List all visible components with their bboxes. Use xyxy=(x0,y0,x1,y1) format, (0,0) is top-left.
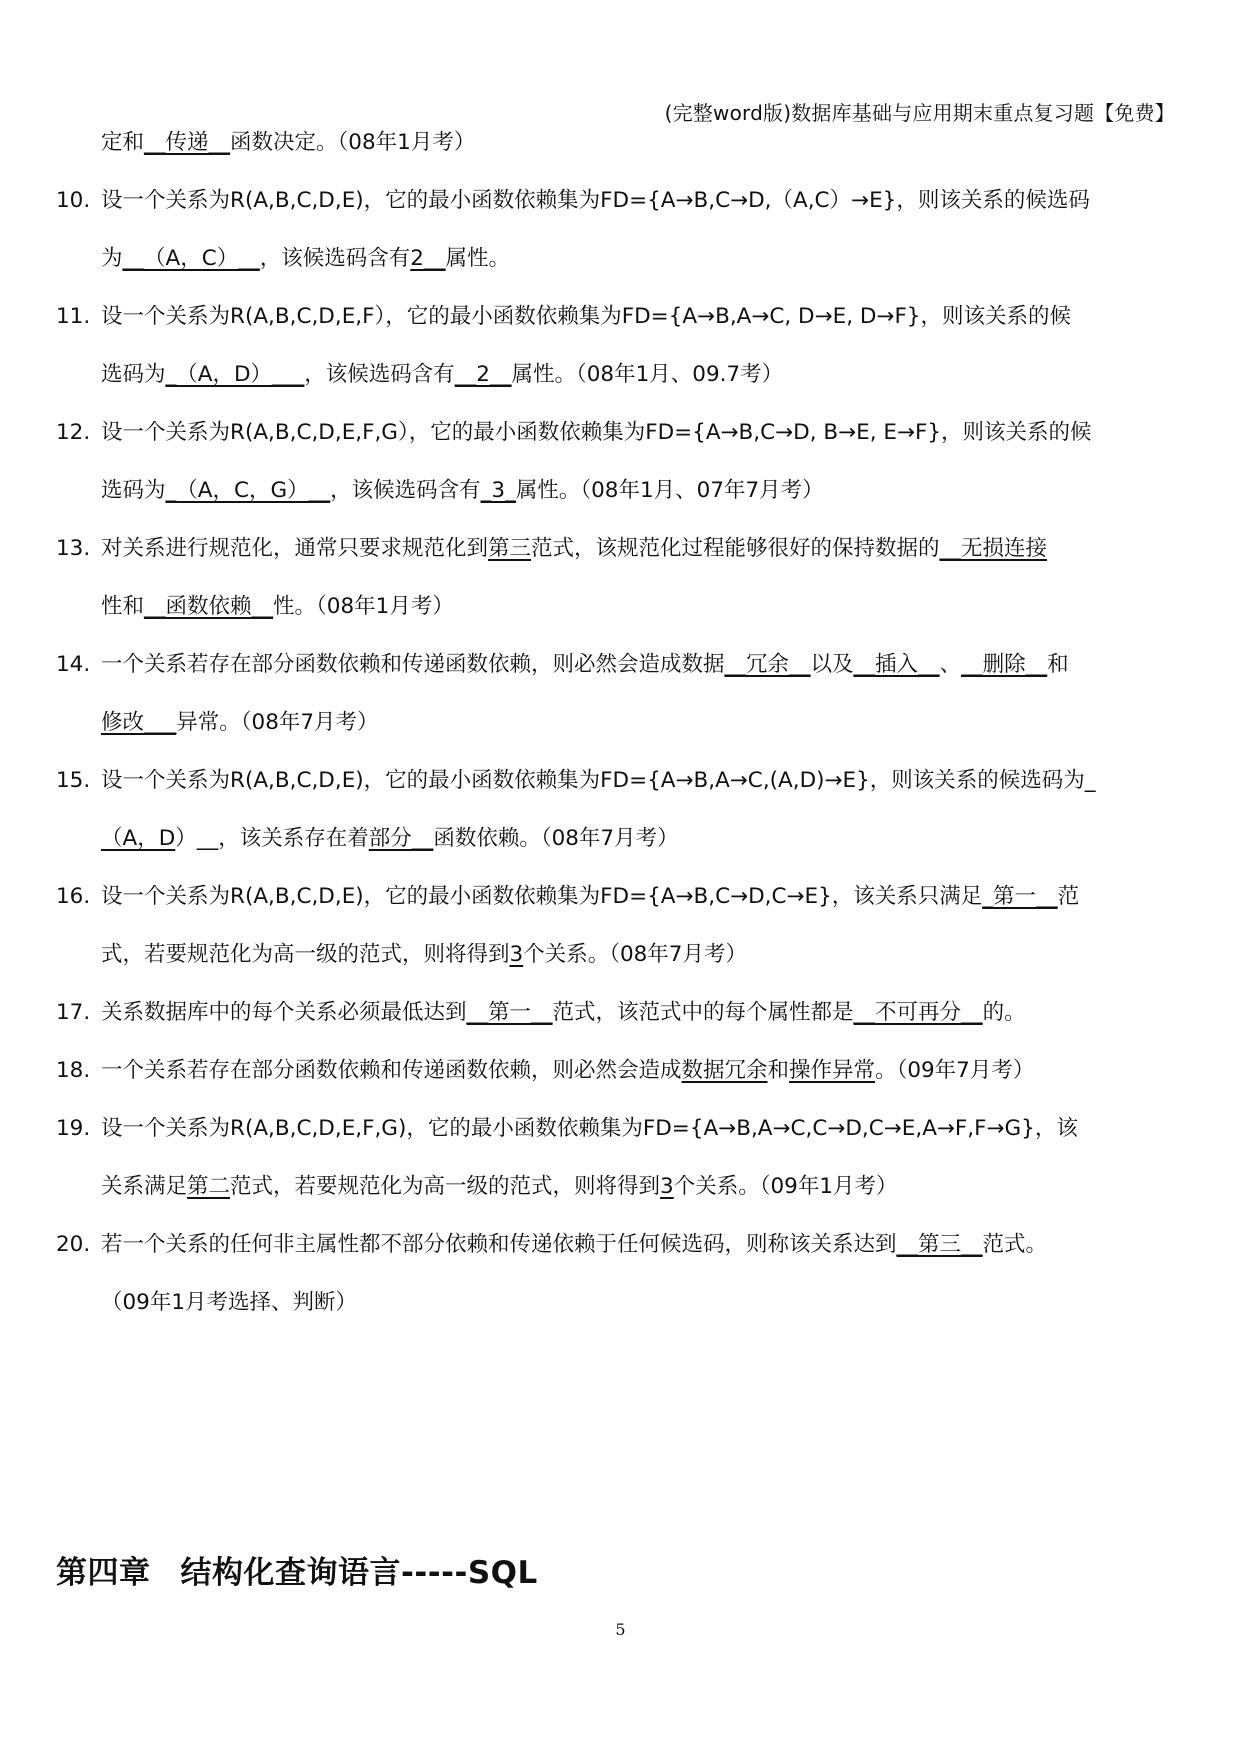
answer-blank: __第一__ xyxy=(466,1000,553,1025)
answer-blank: __第三__ xyxy=(896,1232,983,1257)
answer-blank: __无损连接 xyxy=(939,536,1048,561)
answer-blank: 第三 xyxy=(488,536,532,561)
answer-blank: _3_ xyxy=(480,478,516,503)
answer-blank: __冗余__ xyxy=(724,652,811,677)
answer-blank: （A，D xyxy=(101,826,176,851)
document-page: (完整word版)数据库基础与应用期末重点复习题【免费】 定和__传递__函数决定。（08年1月考） 10. 设一个关系为R(A,B,C,D,E)，它的最小函数依赖集为FD={A→B,C→D,（A,C）→E}，则该关系的候选码 为__（A，C）__，该候选码含有2__属性。 11. 设一个关系为R(A,B,C,D,E,F），它的最小函数依赖集为FD={A→B,A→C, D→E, D→F}，则该关系的候 选码为_（A，D）___，该候选码含有__2__属性。（08年1月、09.7考） 12. 设一个关系为R(A,B,C,D,E,F,G），它的最小函数依赖集为FD={A→B,C→D, B→E, E→F}，则该关系的候 选码为_（A，C，G）__，该候选码含有_3_属性。（08年1月、07年7月考） 13. 对关系进行规范化，通常只要求规范化到第三范式，该规范化过程能够很好的保持数据的__无损连接 性和__函数依赖__性。（08年1月考） 14. 一个关系若存在部分函数依赖和传递函数依赖，则必然会造成数据__冗余__以及__插入__、__删除__和 修改___异常。（08年7月考） 15. 设一个关系为R(A,B,C,D,E)，它的最小函数依赖集为FD={A→B,A→C,(A,D)→E}，则该关系的候选码为_ （A，D）__，该关系存在着部分__函数依赖。（08年7月考） 16. 设一个关系为R(A,B,C,D,E)，它的最小函数依赖集为FD={A→B,C→D,C→E}，该关系只满足_第一__范 式，若要规范化为高一级的范式，则将得到3个关系。（08年7月考） 17. 关系数据库中的每个关系必须最低达到__第一__范式，该范式中的每个属性都是__不可再分__的。 18. 一个关系若存在部分函数依赖和传递函数依赖，则必然会造成数据冗余和操作异常。（09年7月考） 19. 设一个关系为R(A,B,C,D,E,F,G)，它的最小函数依赖集为FD={A→B,A→C,C→D,C→E,A→F,F→G}，该 关系满足第二范式，若要规范化为高一级的范式，则将得到3个关系。（09年1月考） 20. 若一个关系的任何非主属性都不部分依赖和传递依赖于任何候选码，则称该关系达到__第三__范式。 （09年1月考选择、判断） 第四章 结构化查询语言-----SQL 5 xyxy=(0,0,1241,1754)
question-number: 20. xyxy=(56,1232,91,1257)
answer-blank: __2__ xyxy=(454,362,512,387)
question-number: 16. xyxy=(56,884,91,909)
question-number: 19. xyxy=(56,1116,91,1141)
answer-blank: 2__ xyxy=(410,246,446,271)
answer-blank: 部分__ xyxy=(368,826,434,851)
answer-blank: _（A，D）___ xyxy=(165,362,305,387)
answer-blank: __插入__ xyxy=(853,652,940,677)
question-number: 17. xyxy=(56,1000,91,1025)
answer-blank: __删除__ xyxy=(961,652,1048,677)
question-number: 14. xyxy=(56,652,91,677)
answer-blank: _第一__ xyxy=(982,884,1058,909)
answer-blank: _（A，C，G）__ xyxy=(165,478,331,503)
answer-blank: 3 xyxy=(660,1174,674,1199)
question-number: 18. xyxy=(56,1058,91,1083)
question-number: 15. xyxy=(56,768,91,793)
answer-blank: 数据冗余 xyxy=(681,1058,768,1083)
question-number: 12. xyxy=(56,420,91,445)
answer-blank: __传递__ xyxy=(144,130,231,155)
page-number: 5 xyxy=(615,1620,626,1639)
answer-blank: 修改___ xyxy=(101,710,177,735)
answer-blank: 第二 xyxy=(187,1174,231,1199)
chapter-heading xyxy=(56,1547,538,1592)
page-header: (完整word版)数据库基础与应用期末重点复习题【免费】 xyxy=(664,101,1175,125)
question-number: 13. xyxy=(56,536,91,561)
answer-blank: __不可再分__ xyxy=(853,1000,983,1025)
answer-blank: __（A，C）__ xyxy=(122,246,260,271)
chapter-title: 结构化查询语言-----SQL xyxy=(180,1555,538,1591)
question-number: 10. xyxy=(56,188,91,213)
question-number: 11. xyxy=(56,304,91,329)
answer-blank: __函数依赖__ xyxy=(144,594,274,619)
chapter-label: 第四章 xyxy=(56,1555,151,1591)
answer-blank: 操作异常 xyxy=(789,1058,876,1083)
answer-blank: 3 xyxy=(509,942,524,967)
